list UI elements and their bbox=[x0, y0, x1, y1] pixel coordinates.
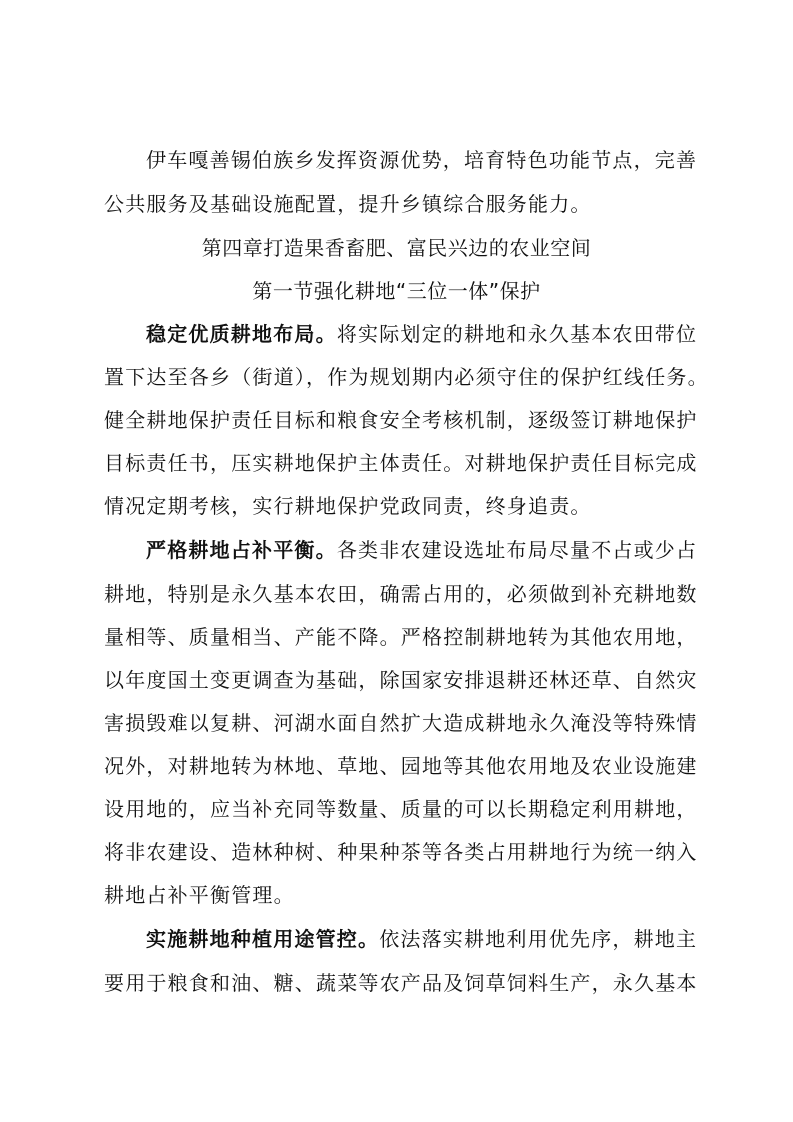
paragraph-2-line-1 bbox=[146, 538, 698, 562]
paragraph-1-line-5: 情况定期考核，实行耕地保护党政同责，终身追责。 bbox=[104, 494, 592, 518]
intro-line-2: 公共服务及基础设施配置，提升乡镇综合服务能力。 bbox=[104, 192, 592, 216]
paragraph-2-line-7: 设用地的，应当补充同等数量、质量的可以长期稳定利用耕地， bbox=[104, 797, 698, 821]
paragraph-2-line-5: 害损毁难以复耕、河湖水面自然扩大造成耕地永久淹没等特殊情 bbox=[104, 711, 698, 735]
paragraph-3-line-2: 要用于粮食和油、糖、蔬菜等农产品及饲草饲料生产，永久基本 bbox=[104, 971, 698, 995]
paragraph-1-line-4: 目标责任书，压实耕地保护主体责任。对耕地保护责任目标完成 bbox=[104, 451, 698, 475]
section-title: 第一节强化耕地“三位一体”保护 bbox=[252, 279, 541, 303]
paragraph-3-lead: 实施耕地种植用途管控。 bbox=[146, 927, 380, 951]
paragraph-1-line-3: 健全耕地保护责任目标和粮食安全考核机制，逐级签订耕地保护 bbox=[104, 408, 698, 432]
paragraph-1-line-1 bbox=[146, 322, 698, 346]
paragraph-1-first-line-text: 将实际划定的耕地和永久基本农田带位 bbox=[336, 322, 698, 346]
paragraph-2-line-2: 耕地，特别是永久基本农田，确需占用的，必须做到补充耕地数 bbox=[104, 582, 698, 606]
paragraph-2-line-6: 况外，对耕地转为林地、草地、园地等其他农用地及农业设施建 bbox=[104, 754, 698, 778]
paragraph-2-line-3: 量相等、质量相当、产能不降。严格控制耕地转为其他农用地， bbox=[104, 625, 698, 649]
paragraph-3-first-line-text: 依法落实耕地利用优先序，耕地主 bbox=[379, 927, 698, 951]
paragraph-2-line-9: 耕地占补平衡管理。 bbox=[104, 883, 295, 907]
paragraph-2-line-4: 以年度国土变更调查为基础，除国家安排退耕还林还草、自然灾 bbox=[104, 668, 698, 692]
chapter-title: 第四章打造果香畜肥、富民兴边的农业空间 bbox=[201, 236, 592, 260]
paragraph-2-lead: 严格耕地占补平衡。 bbox=[146, 538, 337, 562]
paragraph-3-line-1 bbox=[146, 927, 698, 951]
paragraph-1-lead: 稳定优质耕地布局。 bbox=[146, 322, 337, 346]
intro-line-1: 伊车嘎善锡伯族乡发挥资源优势，培育特色功能节点，完善 bbox=[146, 148, 698, 172]
paragraph-1-line-2: 置下达至各乡（街道），作为规划期内必须守住的保护红线任务。 bbox=[104, 365, 709, 389]
paragraph-2-line-8: 将非农建设、造林种树、种果种茶等各类占用耕地行为统一纳入 bbox=[104, 840, 698, 864]
paragraph-2-first-line-text: 各类非农建设选址布局尽量不占或少占 bbox=[336, 538, 698, 562]
